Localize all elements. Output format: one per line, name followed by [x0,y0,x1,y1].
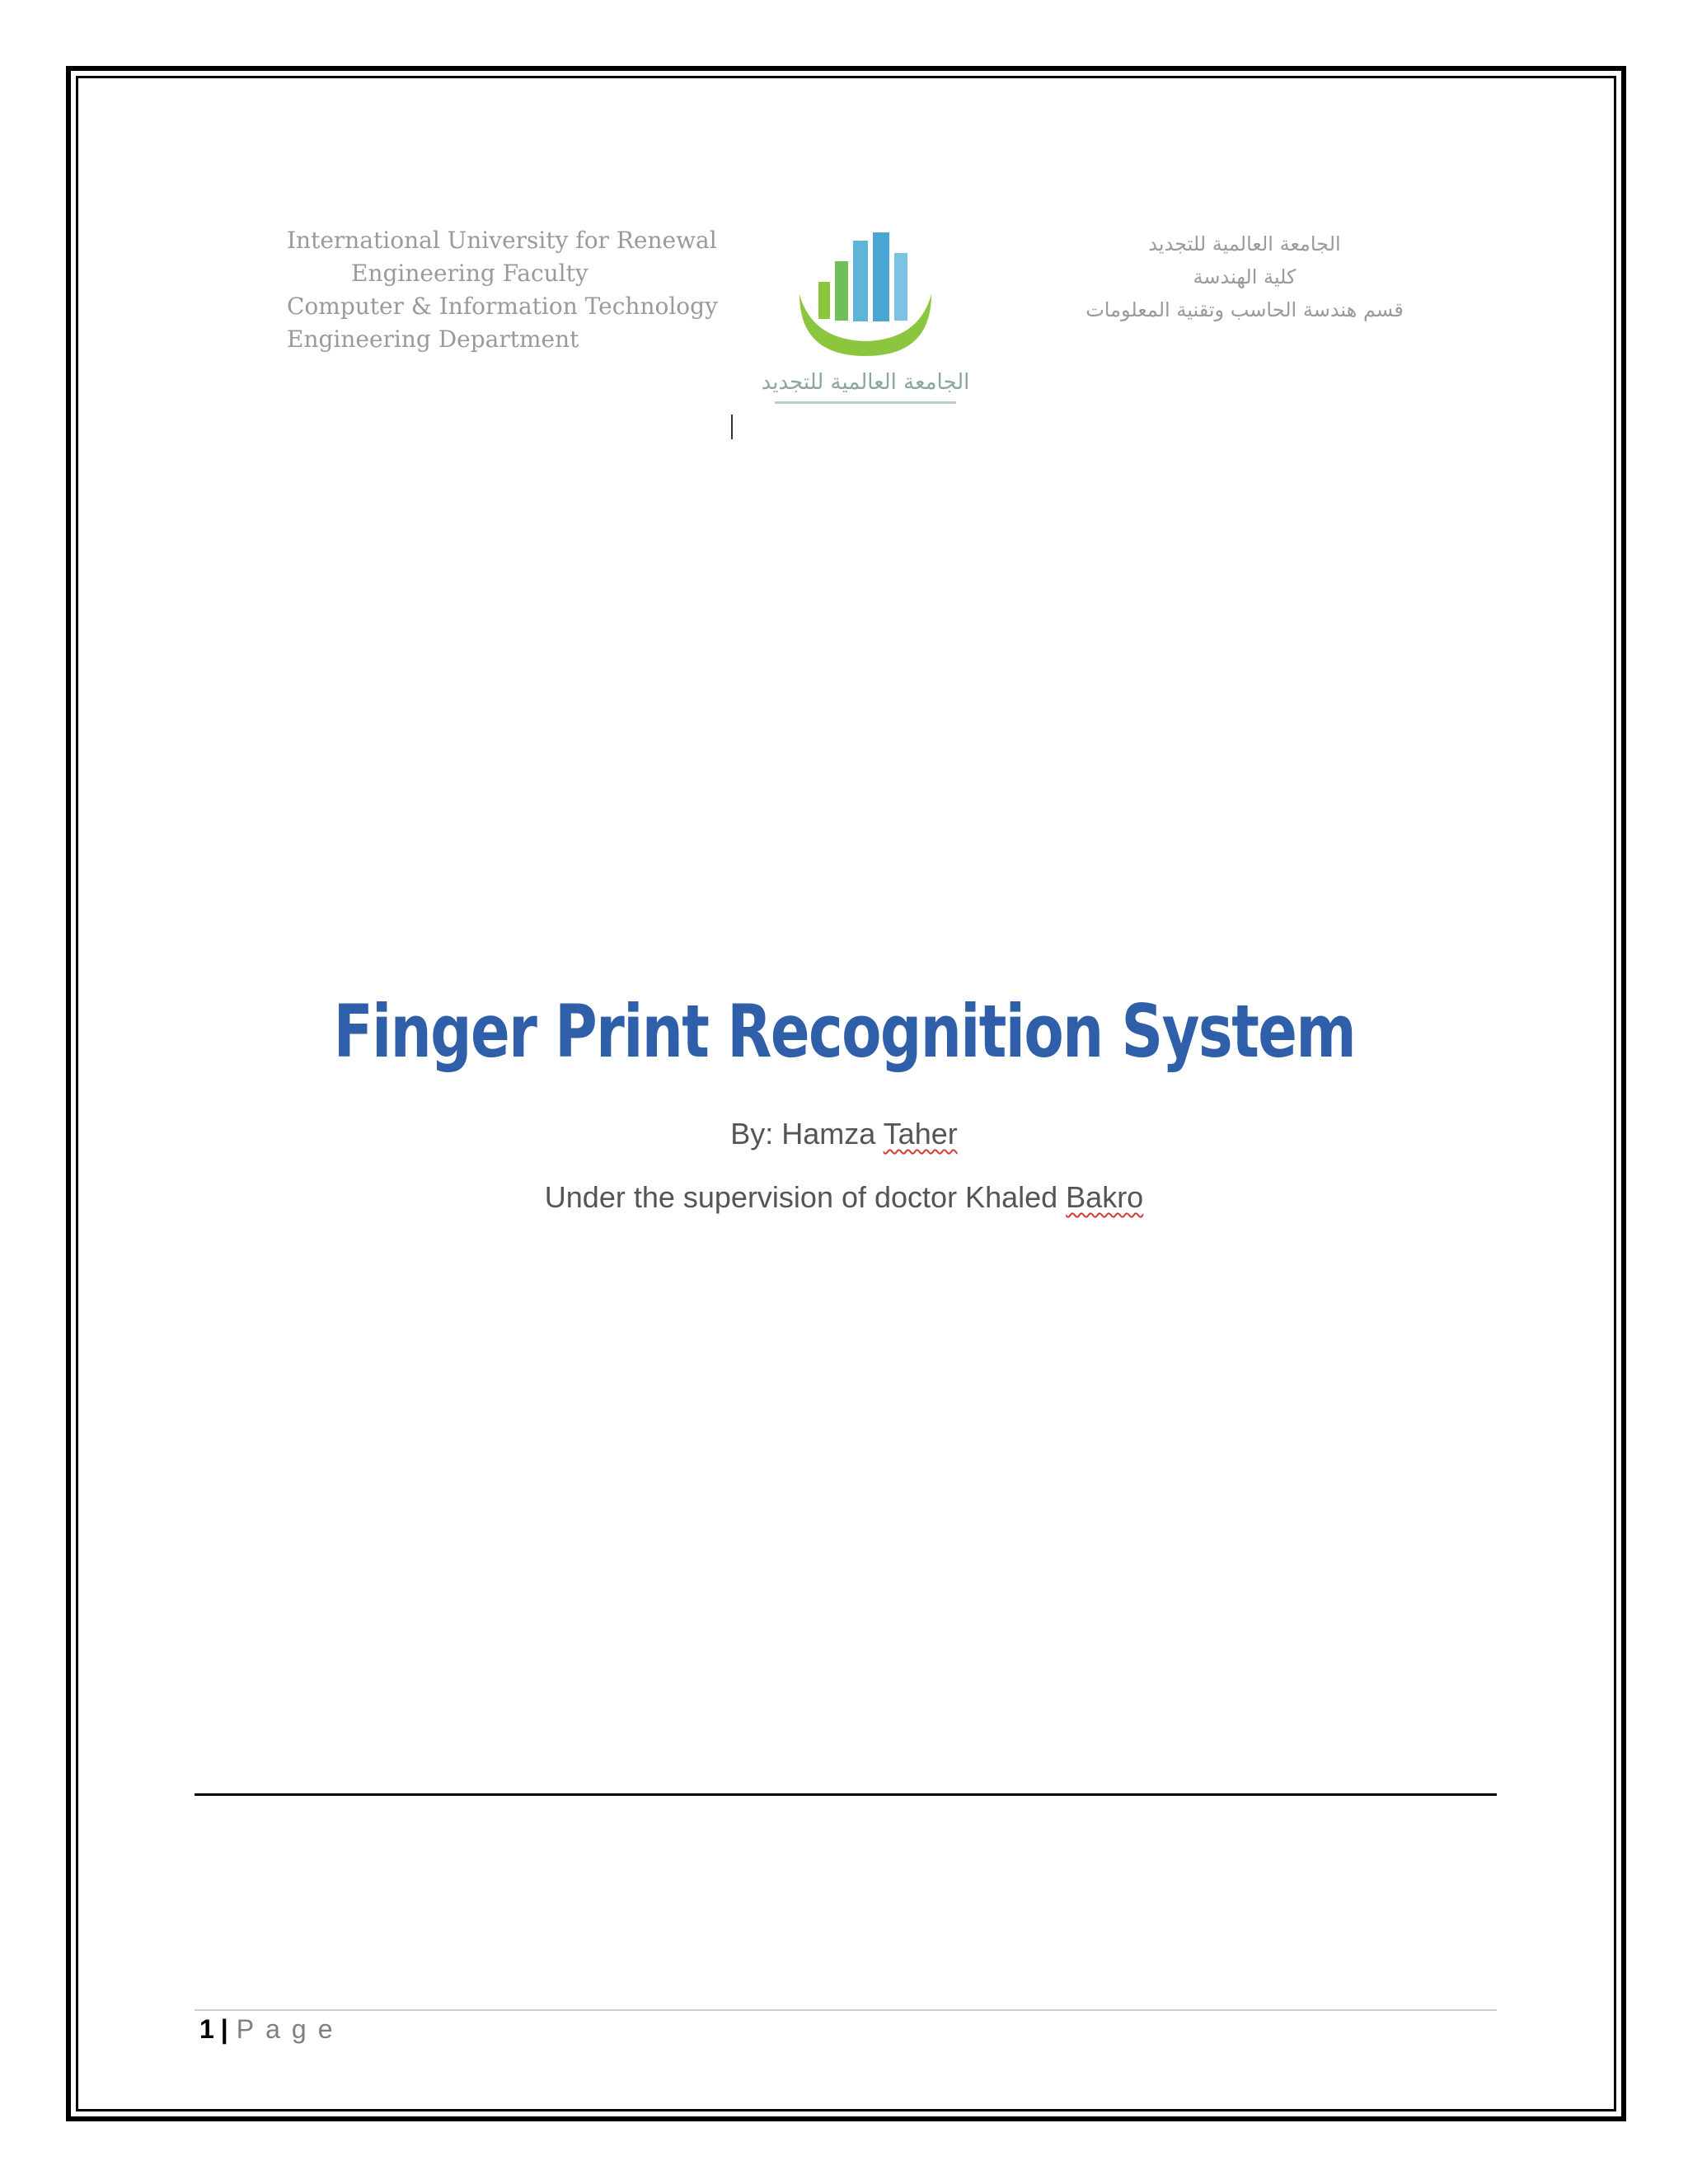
header-english-line: International University for Renewal [287,227,717,254]
page-label: Page [236,2014,345,2044]
logo-underline [775,401,956,404]
logo-bar [873,232,889,321]
header-arabic-line: قسم هندسة الحاسب وتقنية المعلومات [1085,298,1404,321]
page-number: 1 [199,2014,214,2044]
author-prefix: By: Hamza [730,1117,884,1151]
header-english-line: Engineering Department [287,326,579,353]
logo-bar [894,253,907,321]
header-english-line: Computer & Information Technology [287,293,718,320]
footer-separator: | [220,2014,228,2044]
page-footer [199,2014,344,2045]
section-divider [195,1793,1497,1796]
header-english [287,224,718,356]
university-logo [754,224,977,414]
supervisor-line [0,1180,1688,1215]
logo-bar [835,261,848,321]
header-arabic-line: كلية الهندسة [1193,265,1296,288]
supervisor-prefix: Under the supervision of doctor Khaled [544,1180,1067,1214]
header-english-line: Engineering Faculty [351,260,588,287]
header-arabic-line: الجامعة العالمية للتجديد [1148,232,1341,255]
author-line [0,1117,1688,1151]
author-surname: Taher [883,1117,958,1151]
logo-calligraphy: الجامعة العالمية للتجديد [761,370,970,395]
footer-rule [195,2009,1497,2011]
logo-bar [818,282,830,319]
supervisor-surname: Bakro [1066,1180,1144,1214]
text-cursor [731,415,733,439]
header-arabic [1071,227,1418,326]
document-title: Finger Print Recognition System [333,989,1356,1074]
logo-bar [853,241,868,321]
